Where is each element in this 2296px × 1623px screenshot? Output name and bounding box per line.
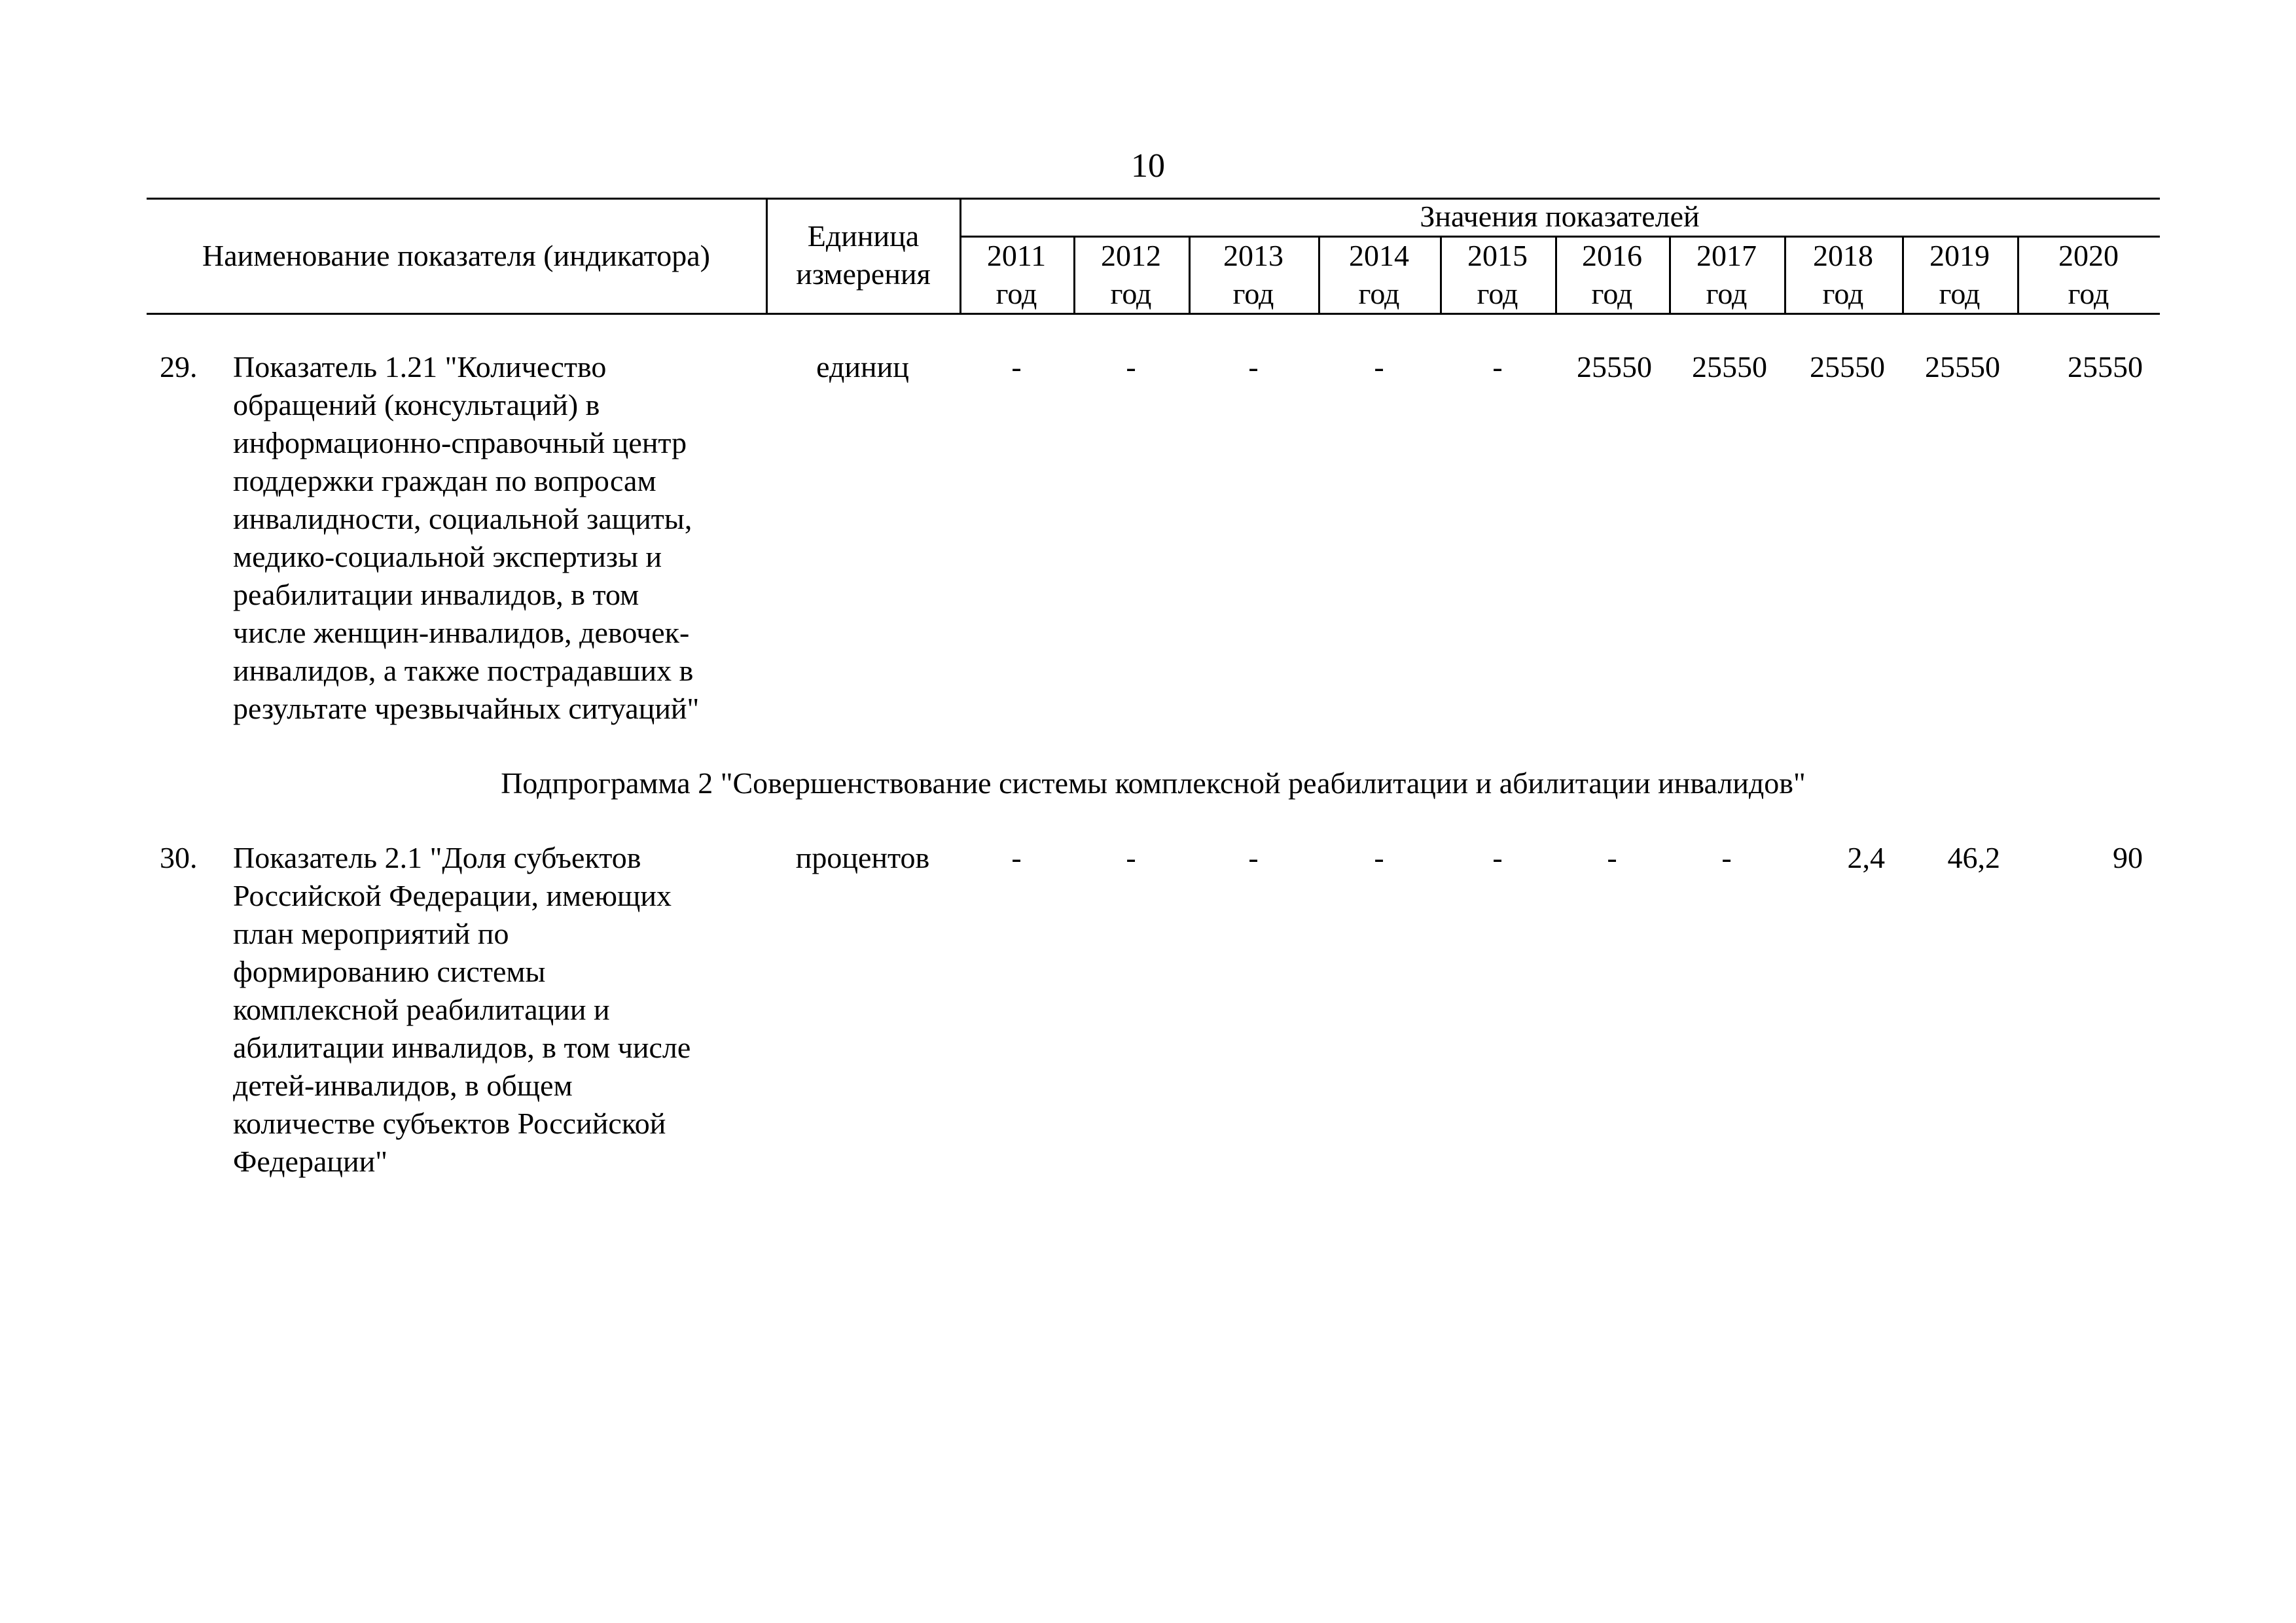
header-year-label: 2012 — [1101, 239, 1161, 272]
header-year-suffix: год — [1591, 277, 1633, 310]
page-number: 10 — [1131, 147, 1165, 185]
row-value-2016: - — [1607, 841, 1617, 874]
row-value-2016: 25550 — [1577, 350, 1652, 383]
header-year-5 — [1440, 237, 1555, 313]
row-30-name: Показатель 2.1 "Доля субъектов Российской Федерации, имеющих план мероприятий по формированию системы комплексной реабилитации и абилитации инвалидов, в том числе детей-инвалидов, в общем количестве субъектов Российской Федерации" — [233, 841, 691, 1178]
header-year-9 — [1902, 237, 2017, 313]
header-year-3 — [1189, 237, 1318, 313]
row-value-2019: 46,2 — [1947, 841, 2000, 874]
header-year-suffix: год — [1232, 277, 1274, 310]
row-value-2013: - — [1248, 350, 1259, 383]
header-year-label: 2019 — [1929, 239, 1990, 272]
row-value-2017: - — [1721, 841, 1732, 874]
header-unit-column: Единица измерения — [796, 219, 931, 291]
header-divider-name-unit — [766, 198, 768, 313]
header-year-label: 2011 — [986, 239, 1047, 272]
row-30-unit: процентов — [795, 841, 930, 874]
row-value-2011: - — [1011, 350, 1022, 383]
header-year-label: 2015 — [1467, 239, 1528, 272]
header-year-suffix: год — [1477, 277, 1518, 310]
header-year-8 — [1784, 237, 1902, 313]
row-value-2018: 25550 — [1810, 350, 1885, 383]
header-year-label: 2014 — [1349, 239, 1409, 272]
row-value-2015: - — [1492, 350, 1503, 383]
header-year-label: 2016 — [1582, 239, 1642, 272]
row-value-2012: - — [1126, 841, 1136, 874]
row-30-number: 30. — [160, 841, 198, 874]
row-value-2013: - — [1248, 841, 1259, 874]
header-year-label: 2020 — [2058, 239, 2119, 272]
subprogram-title: Подпрограмма 2 "Совершенствование системы комплексной реабилитации и абилитации инвалидов" — [501, 766, 1806, 800]
row-value-2015: - — [1492, 841, 1503, 874]
header-year-suffix: год — [996, 277, 1037, 310]
header-year-1 — [960, 237, 1073, 313]
header-year-suffix: год — [1358, 277, 1400, 310]
row-value-2020: 90 — [2113, 841, 2143, 874]
header-values-column: Значения показателей — [1420, 200, 1700, 233]
row-29-name: Показатель 1.21 "Количество обращений (консультаций) в информационно-справочный центр поддержки граждан по вопросам инвалидности, социальной защиты, медико-социальной экспертизы и реабилитации инвалидов, в том числе женщин-инвалидов, девочек- инвалидов, а также пострадавших в результате чрезвычайных ситуаций" — [233, 350, 700, 725]
row-value-2014: - — [1374, 841, 1384, 874]
row-value-2014: - — [1374, 350, 1384, 383]
header-year-4 — [1318, 237, 1440, 313]
header-year-suffix: год — [1822, 277, 1864, 310]
row-value-2018: 2,4 — [1847, 841, 1885, 874]
row-value-2012: - — [1126, 350, 1136, 383]
header-year-label: 2013 — [1223, 239, 1283, 272]
header-year-2 — [1073, 237, 1189, 313]
header-name-column: Наименование показателя (индикатора) — [202, 239, 710, 272]
row-value-2017: 25550 — [1692, 350, 1767, 383]
row-value-2019: 25550 — [1925, 350, 2000, 383]
header-year-label: 2018 — [1813, 239, 1873, 272]
row-value-2020: 25550 — [2068, 350, 2143, 383]
header-year-suffix: год — [1706, 277, 1748, 310]
header-year-suffix: год — [1939, 277, 1981, 310]
header-year-suffix: год — [1110, 277, 1152, 310]
header-year-6 — [1555, 237, 1669, 313]
header-bottom-rule — [147, 313, 2160, 315]
row-value-2011: - — [1011, 841, 1022, 874]
header-year-label: 2017 — [1696, 239, 1757, 272]
header-year-10 — [2017, 237, 2160, 313]
row-29-unit: единиц — [816, 350, 909, 383]
header-year-7 — [1669, 237, 1784, 313]
header-year-suffix: год — [2068, 277, 2109, 310]
row-29-number: 29. — [160, 350, 198, 383]
